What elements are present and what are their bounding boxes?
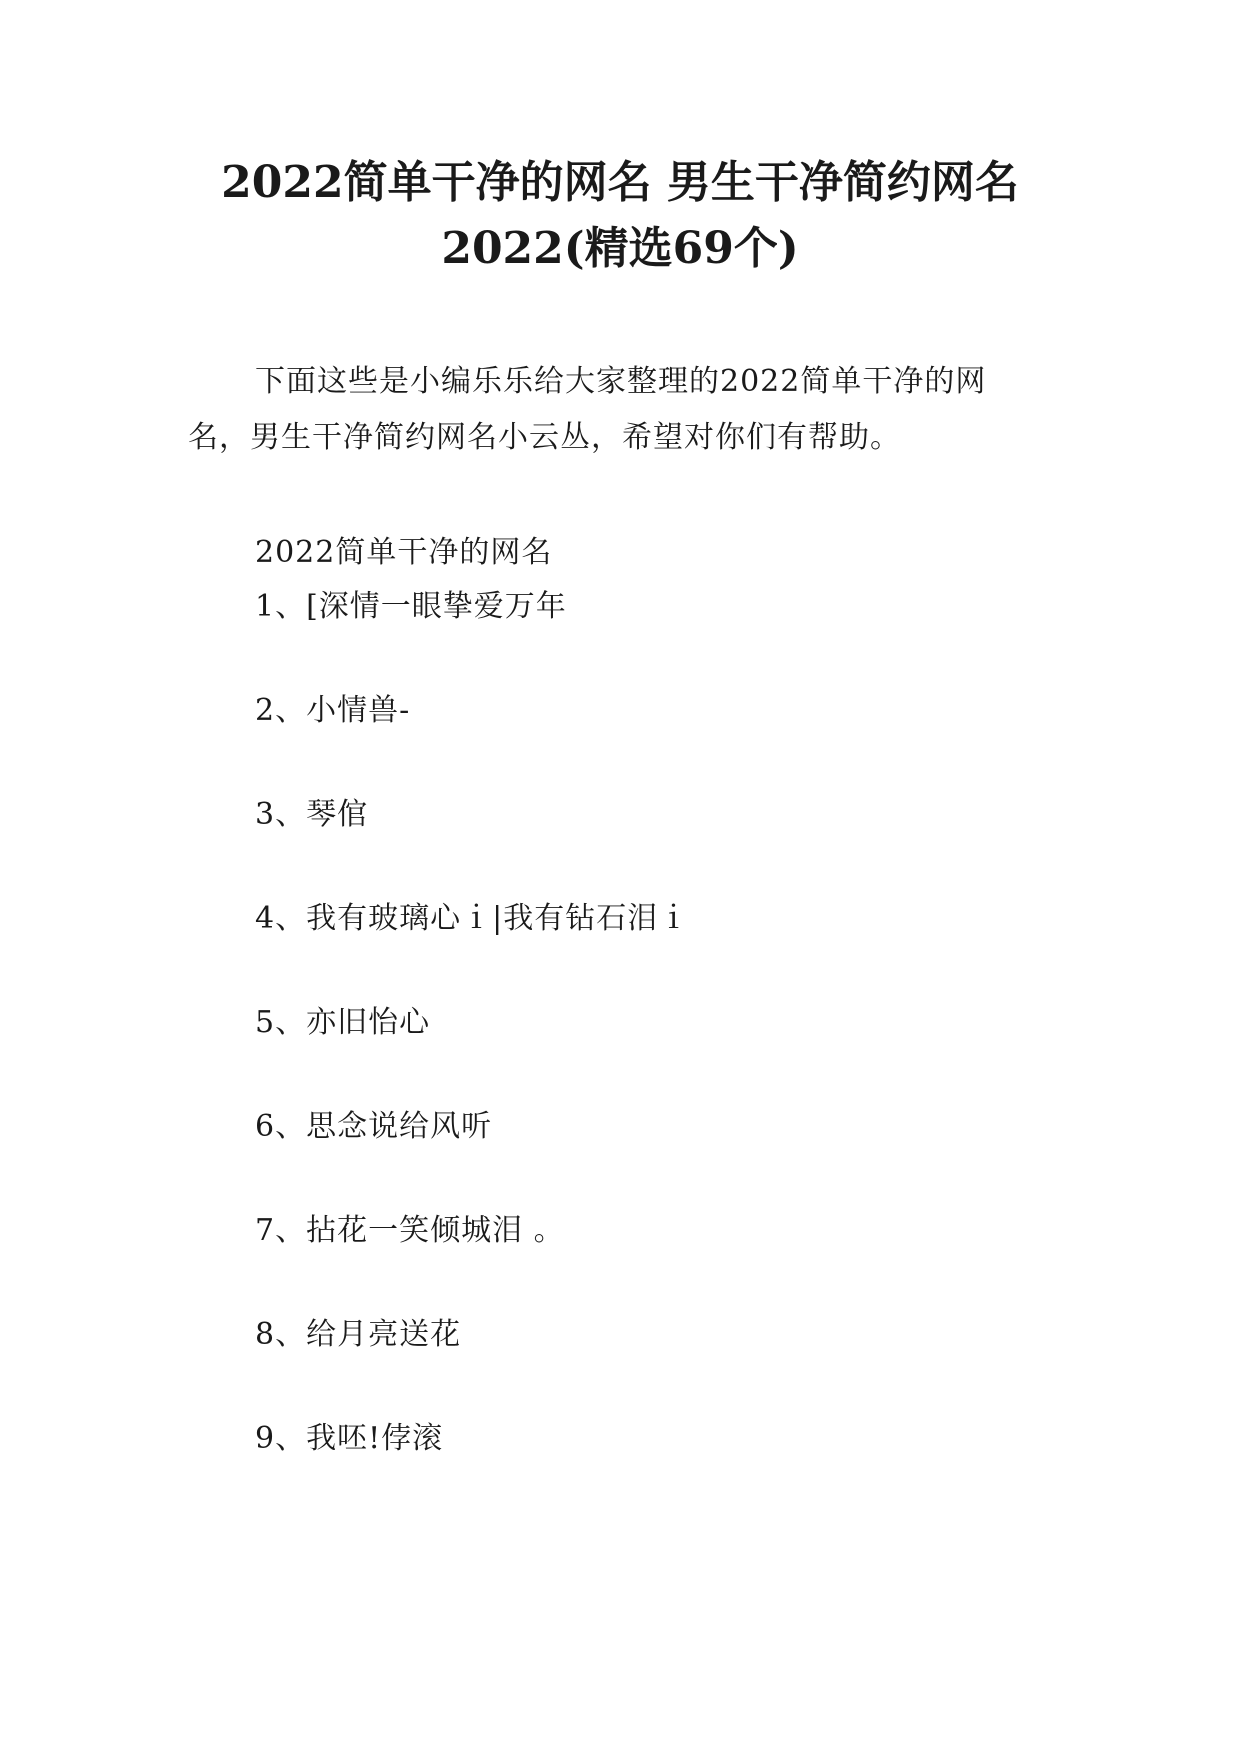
list-item: 1、[深情一眼挚爱万年 [255, 589, 567, 624]
list-item: 2、小情兽- [255, 693, 411, 728]
intro-paragraph-line-1: 下面这些是小编乐乐给大家整理的2022简单干净的网 [255, 364, 987, 399]
list-item: 4、我有玻璃心ｉ|我有钻石泪ｉ [255, 901, 690, 936]
list-item: 5、亦旧怡心 [255, 1005, 431, 1040]
list-item: 3、琴倌 [255, 797, 369, 832]
intro-paragraph-line-2: 名，男生干净简约网名小云丛，希望对你们有帮助。 [188, 420, 901, 455]
list-item: 8、给月亮送花 [255, 1317, 462, 1352]
document-title-line-1: 2022简单干净的网名 男生干净简约网名 [221, 157, 1019, 208]
document-title-line-2: 2022(精选69个) [441, 223, 799, 274]
list-item: 7、拈花一笑倾城泪 。 [255, 1213, 565, 1248]
section-heading: 2022简单干净的网名 [255, 535, 553, 570]
list-item: 9、我呸!侼滚 [255, 1421, 444, 1456]
list-item: 6、思念说给风听 [255, 1109, 493, 1144]
